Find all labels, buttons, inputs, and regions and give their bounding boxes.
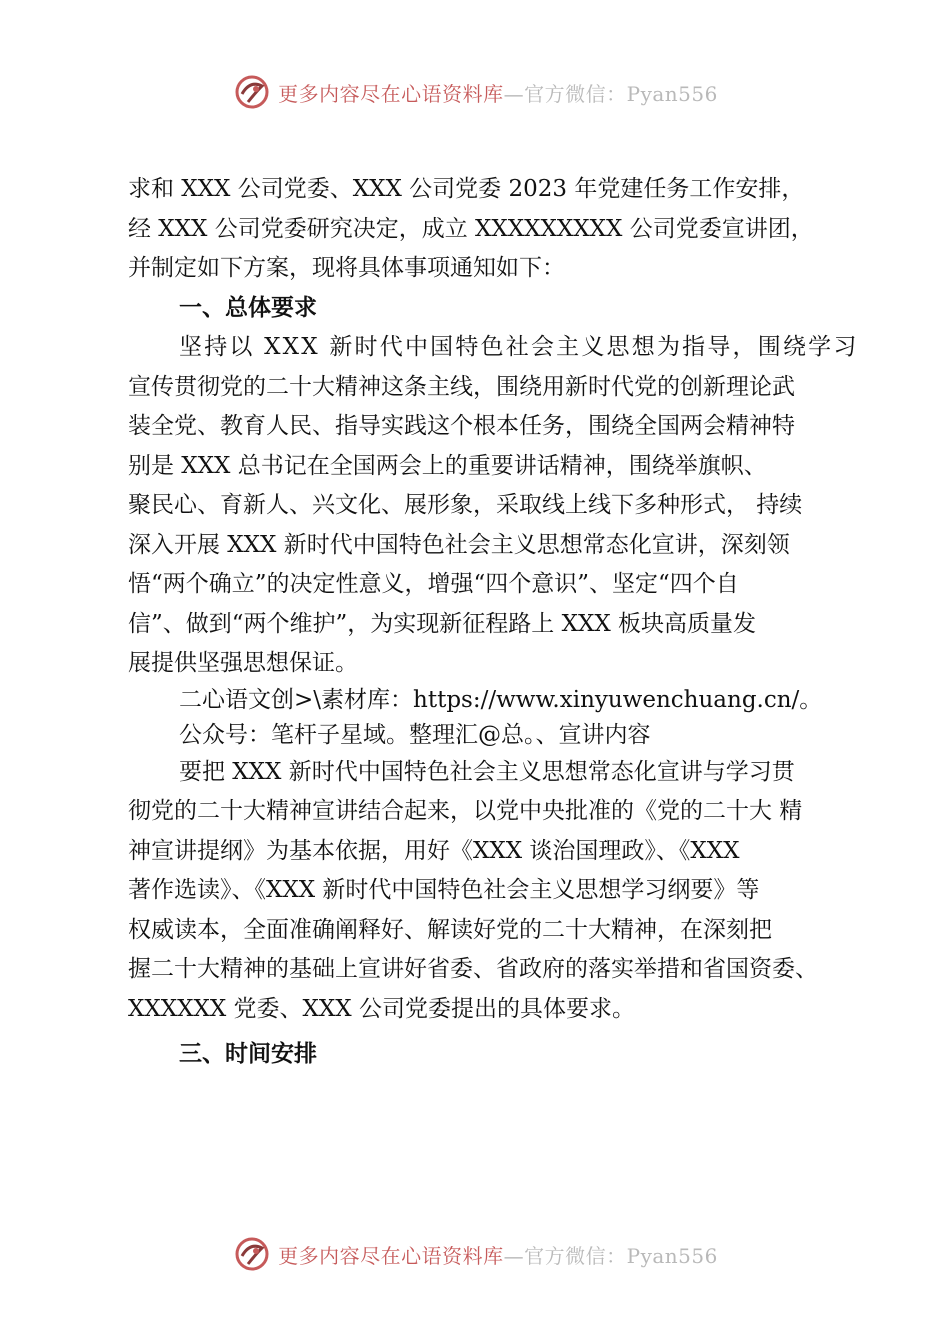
- paragraph-line: 宣传贯彻党的二十大精神这条主线，围绕用新时代党的创新理论武: [128, 373, 795, 400]
- watermark-banner-top: [0, 70, 950, 114]
- paragraph-line: 别是 XXX 总书记在全国两会上的重要讲话精神，围绕举旗帜、: [128, 452, 767, 479]
- paragraph-line: 装全党、教育人民、指导实践这个根本任务，围绕全国两会精神特: [128, 413, 795, 439]
- document-body: [128, 170, 859, 1075]
- paragraph-line: 深入开展 XXX 新时代中国特色社会主义思想常态化宣讲，深刻领: [128, 531, 790, 558]
- paragraph-line: 并制定如下方案，现将具体事项通知如下：: [128, 255, 565, 281]
- paragraph-line: XXXXXX 党委、XXX 公司党委提出的具体要求。: [128, 995, 635, 1022]
- watermark-separator: —: [503, 81, 525, 106]
- watermark-contact-text: 官方微信：Pyan556: [524, 1243, 718, 1268]
- watermark-separator: —: [503, 1243, 525, 1268]
- paragraph-line: 悟“两个确立”的决定性意义，增强“四个意识”、坚定“四个自: [128, 571, 739, 597]
- inserted-source-line: 二心语文创>\素材库：https://www.xinyuwenchuang.cn/。: [179, 686, 823, 713]
- paragraph-line: 要把 XXX 新时代中国特色社会主义思想常态化宣讲与学习贯: [179, 758, 795, 785]
- paragraph-line: 彻党的二十大精神宣讲结合起来，以党中央批准的《党的二十大 精: [128, 798, 803, 824]
- watermark-main-text: 更多内容尽在心语资料库: [278, 81, 504, 106]
- stylized-face-swirl-logo-icon: [232, 1234, 272, 1274]
- paragraph-line: 展提供坚强思想保证。: [128, 650, 358, 676]
- paragraph-line: 神宣讲提纲》为基本依据，用好《XXX 谈治国理政》、《XXX: [128, 837, 740, 864]
- watermark-banner-bottom: [0, 1232, 950, 1276]
- watermark-contact-text: 官方微信：Pyan556: [524, 81, 718, 106]
- paragraph-line: 信”、做到“两个维护”，为实现新征程路上 XXX 板块高质量发: [128, 610, 757, 637]
- stylized-face-swirl-logo-icon: [232, 72, 272, 112]
- paragraph-line: 著作选读》、《XXX 新时代中国特色社会主义思想学习纲要》等: [128, 877, 760, 903]
- paragraph-line: 坚持以 XXX 新时代中国特色社会主义思想为指导，围绕学习: [179, 334, 859, 360]
- watermark-main-text: 更多内容尽在心语资料库: [278, 1243, 504, 1268]
- inserted-source-line-2: 公众号：笔杆子星域。整理汇@总。、宣讲内容: [179, 721, 651, 748]
- watermark-text: [278, 1240, 718, 1269]
- section-heading-1: 一、总体要求: [179, 294, 317, 321]
- section-heading-3: 三、时间安排: [179, 1041, 317, 1067]
- watermark-text: [278, 78, 718, 107]
- paragraph-line: 权威读本，全面准确阐释好、解读好党的二十大精神，在深刻把: [128, 916, 772, 943]
- paragraph-line: 握二十大精神的基础上宣讲好省委、省政府的落实举措和省国资委、: [128, 956, 818, 982]
- paragraph-line: 聚民心、育新人、兴文化、展形象，采取线上线下多种形式， 持续: [128, 492, 803, 518]
- paragraph-line: 求和 XXX 公司党委、XXX 公司党委 2023 年党建任务工作安排，: [128, 176, 805, 202]
- paragraph-line: 经 XXX 公司党委研究决定，成立 XXXXXXXXX 公司党委宣讲团，: [128, 215, 814, 242]
